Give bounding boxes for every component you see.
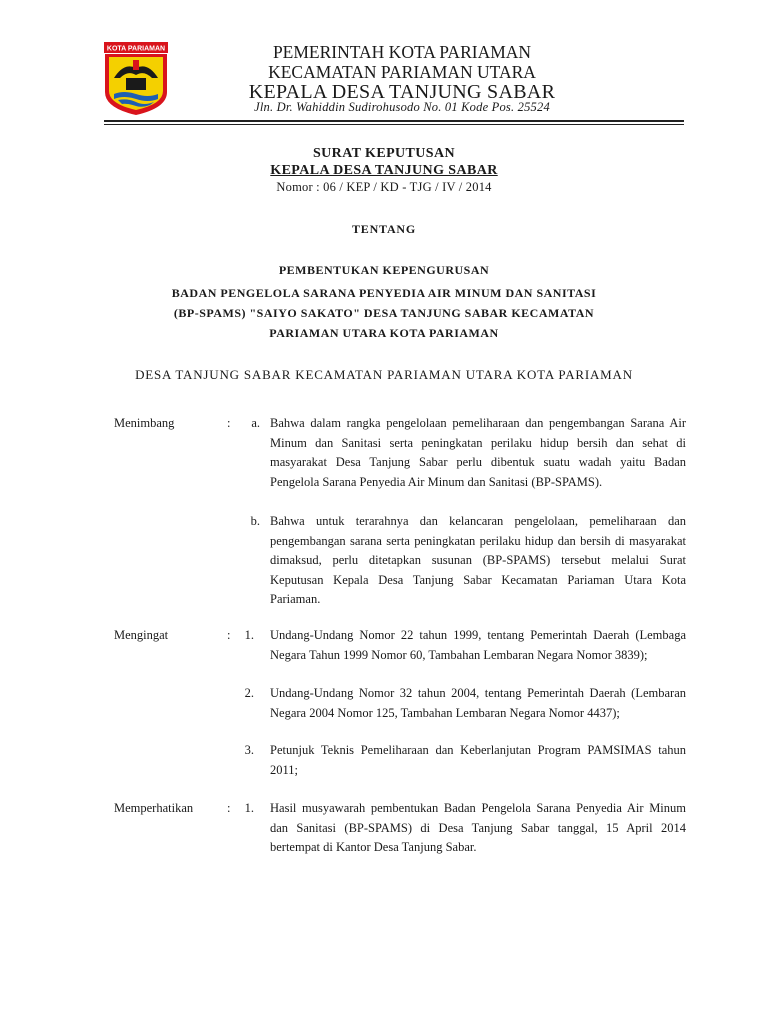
item-marker: 3. (244, 743, 254, 757)
item-marker: 1. (244, 628, 254, 642)
section-label-mengingat: Mengingat (114, 628, 169, 642)
letterhead-district: KECAMATAN PARIAMAN UTARA (268, 62, 536, 82)
section-colon: : (227, 416, 231, 430)
decree-number: Nomor : 06 / KEP / KD - TJG / IV / 2014 (276, 180, 492, 194)
decree-subject-line: PEMBENTUKAN KEPENGURUSAN (278, 263, 490, 277)
section-label-menimbang: Menimbang (114, 416, 175, 430)
item-text: Undang-Undang Nomor 32 tahun 2004, tentang Pemerintah Daerah (Lembaran Negara 2004 Nomor 125, Tambahan Lembaran Negara Nomor 4437); (270, 686, 686, 720)
decree-issuer: KEPALA DESA TANJUNG SABAR (270, 163, 498, 178)
section-colon: : (227, 801, 231, 815)
logo-label: KOTA PARIAMAN (106, 45, 166, 53)
section-label-memperhatikan: Memperhatikan (114, 801, 194, 815)
letterhead-government: PEMERINTAH KOTA PARIAMAN (272, 42, 532, 62)
decree-subject-line: PARIAMAN UTARA KOTA PARIAMAN (269, 326, 499, 340)
letterhead-rule-thick (104, 120, 684, 122)
decree-tentang: TENTANG (351, 222, 417, 236)
letterhead-address: Jln. Dr. Wahiddin Sudirohusodo No. 01 Kode Pos. 25524 (254, 100, 550, 114)
item-marker: a. (251, 416, 260, 430)
item-text: Hasil musyawarah pembentukan Badan Pengelola Sarana Penyedia Air Minum dan Sanitasi (BP-SPAMS) di Desa Tanjung Sabar tanggal, 15 April 2014 bertempat di Kantor Desa Tanjung Sabar. (270, 801, 686, 854)
item-marker: 1. (244, 801, 254, 815)
village-heading: DESA TANJUNG SABAR KECAMATAN PARIAMAN UTARA KOTA PARIAMAN (135, 367, 633, 382)
decree-subject-line: BADAN PENGELOLA SARANA PENYEDIA AIR MINUM DAN SANITASI (171, 286, 597, 300)
decree-title: SURAT KEPUTUSAN (312, 146, 455, 161)
letterhead-village-head: KEPALA DESA TANJUNG SABAR (248, 81, 556, 103)
decree-subject-line: (BP-SPAMS) "SAIYO SAKATO" DESA TANJUNG SABAR KECAMATAN (173, 306, 595, 320)
item-marker: 2. (244, 686, 254, 700)
item-text: Bahwa dalam rangka pengelolaan pemeliharaan dan pengembangan Sarana Air Minum dan Sanitasi serta peningkatan perilaku hidup bersih dan sehat di masyarakat Desa Tanjung Sabar perlu dibentuk suatu wadah yaitu Badan Pengelola Sarana Penyedia Air Minum dan Sanitasi (BP-SPAMS). (270, 416, 686, 489)
section-colon: : (227, 628, 231, 642)
letterhead-rule-thin (104, 124, 684, 125)
item-text: Bahwa untuk terarahnya dan kelancaran pengelolaan, pemeliharaan dan pengembangan sarana serta peningkatan perilaku hidup dan bersih di masyarakat dimaksud, perlu ditetapkan susunan (BP-SPAMS) tersebut melalui Surat Keputusan Kepala Desa Tanjung Sabar Kecamatan Pariaman Utara Kota Pariaman. (270, 514, 686, 606)
item-text: Undang-Undang Nomor 22 tahun 1999, tentang Pemerintah Daerah (Lembaga Negara Tahun 1999 Nomor 60, Tambahan Lembaran Negara Nomor 3839); (270, 628, 686, 662)
item-text: Petunjuk Teknis Pemeliharaan dan Keberlanjutan Program PAMSIMAS tahun 2011; (270, 743, 686, 777)
item-marker: b. (250, 514, 260, 528)
